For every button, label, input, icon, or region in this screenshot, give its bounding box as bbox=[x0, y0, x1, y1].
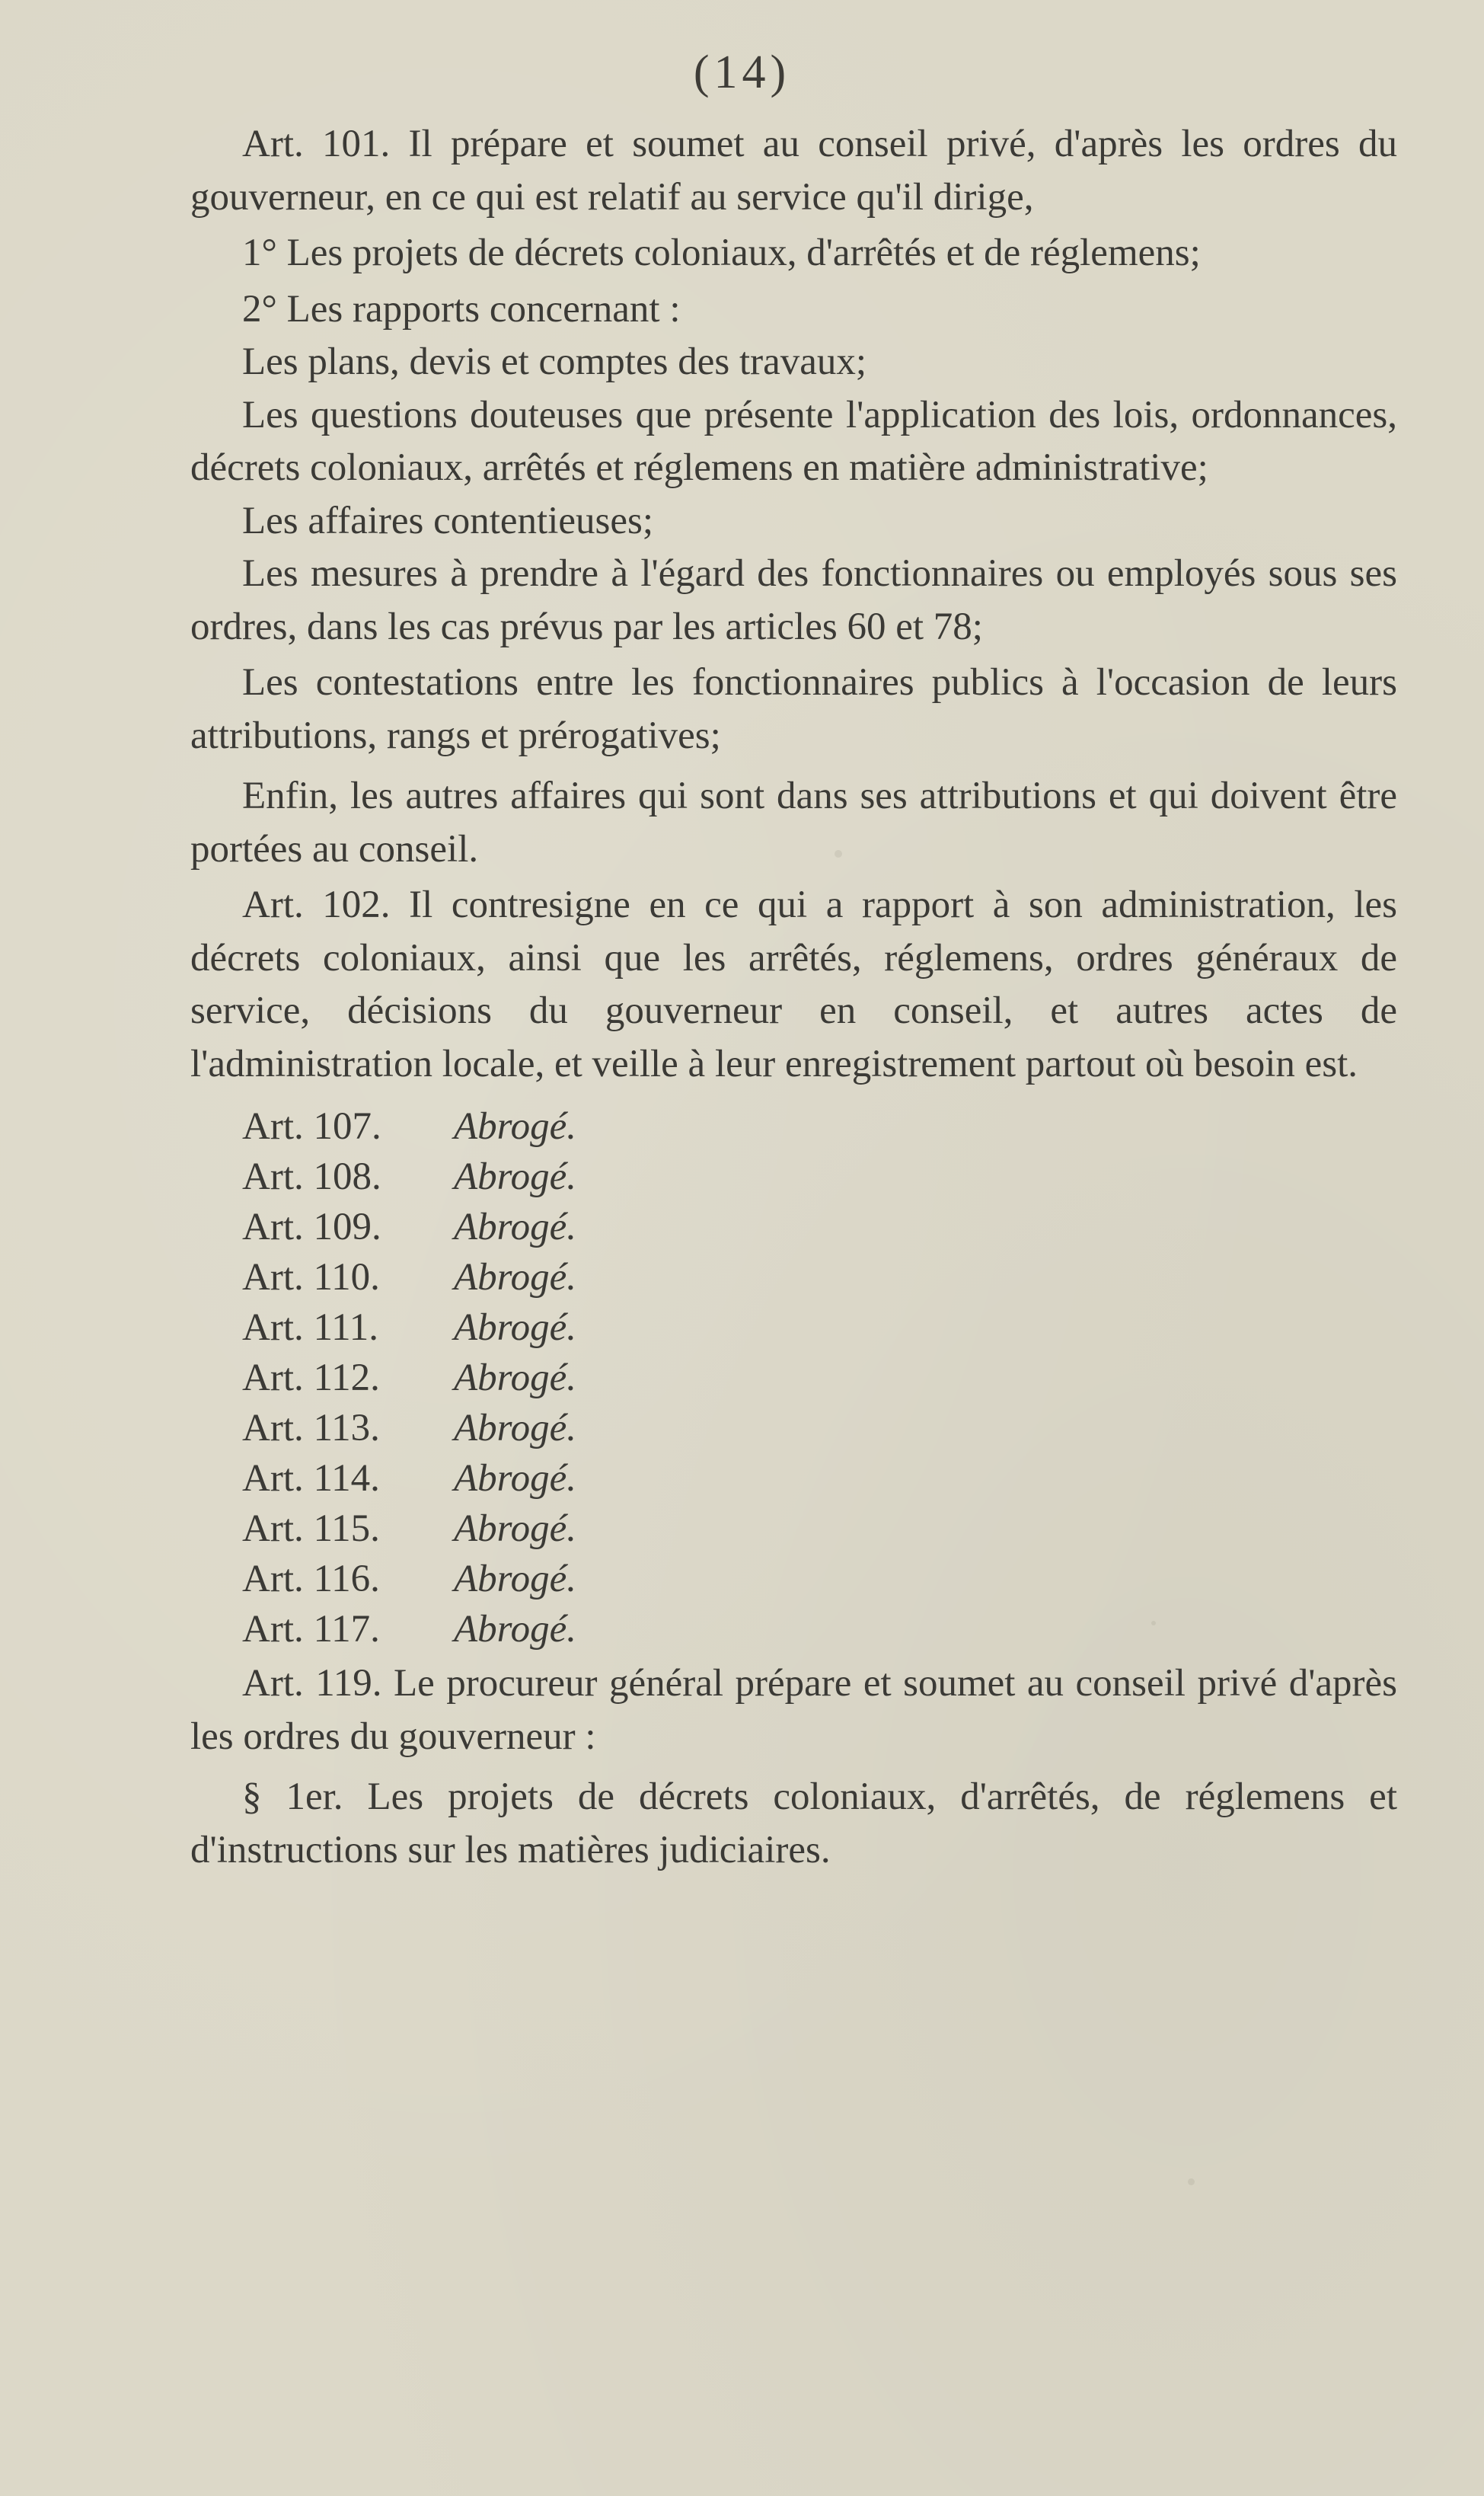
list-item bbox=[190, 1101, 1397, 1152]
paragraph-art-119: Art. 119. Le procureur général prépare et soumet au conseil privé d'après les ordres du gouverneur : bbox=[190, 1662, 1397, 1758]
page-body bbox=[190, 118, 1397, 1877]
ink-speck bbox=[1188, 2178, 1195, 2185]
list-item bbox=[190, 1152, 1397, 1202]
article-ref: Art. 112. bbox=[242, 1357, 380, 1399]
list-item bbox=[190, 1302, 1397, 1353]
article-ref: Art. 114. bbox=[242, 1457, 380, 1500]
article-status: Abrogé. bbox=[454, 1155, 576, 1198]
article-status: Abrogé. bbox=[454, 1507, 576, 1550]
paragraph-mesures: Les mesures à prendre à l'égard des fonctionnaires ou employés sous ses ordres, dans les cas prévus par les articles 60 et 78; bbox=[190, 552, 1397, 648]
article-status: Abrogé. bbox=[454, 1105, 576, 1148]
article-status: Abrogé. bbox=[454, 1256, 576, 1299]
list-item bbox=[190, 1202, 1397, 1252]
article-ref: Art. 116. bbox=[242, 1558, 380, 1600]
article-status: Abrogé. bbox=[454, 1558, 576, 1600]
article-ref: Art. 113. bbox=[242, 1407, 380, 1449]
article-status: Abrogé. bbox=[454, 1206, 576, 1248]
article-ref: Art. 108. bbox=[242, 1155, 381, 1198]
paragraph-affaires: Les affaires contentieuses; bbox=[242, 499, 654, 542]
list-item bbox=[190, 1604, 1397, 1654]
list-item bbox=[190, 1554, 1397, 1604]
page-number: (14) bbox=[693, 46, 791, 98]
paragraph-item-2: 2° Les rapports concernant : bbox=[242, 287, 681, 331]
article-ref: Art. 110. bbox=[242, 1256, 380, 1299]
article-status: Abrogé. bbox=[454, 1608, 576, 1651]
list-item bbox=[190, 1353, 1397, 1403]
article-ref: Art. 109. bbox=[242, 1206, 381, 1248]
paragraph-item-1: 1° Les projets de décrets coloniaux, d'arrêtés et de réglemens; bbox=[242, 232, 1201, 274]
article-status: Abrogé. bbox=[454, 1357, 576, 1399]
article-ref: Art. 115. bbox=[242, 1507, 380, 1550]
article-status: Abrogé. bbox=[454, 1407, 576, 1449]
article-ref: Art. 117. bbox=[242, 1608, 380, 1651]
list-item bbox=[190, 1504, 1397, 1554]
paragraph-questions: Les questions douteuses que présente l'application des lois, ordonnances, décrets coloniaux, arrêtés et réglemens en matière administrative; bbox=[190, 393, 1397, 489]
list-item bbox=[190, 1403, 1397, 1453]
list-item bbox=[190, 1453, 1397, 1504]
list-item bbox=[190, 1252, 1397, 1302]
article-status: Abrogé. bbox=[454, 1457, 576, 1500]
paragraph-contestations: Les contestations entre les fonctionnaires publics à l'occasion de leurs attributions, rangs et prérogatives; bbox=[190, 661, 1397, 757]
paragraph-art-102: Art. 102. Il contresigne en ce qui a rapport à son administration, les décrets coloniaux, ainsi que les arrêtés, réglemens, ordres généraux de service, décisions du gouverneur en conseil, et autres actes de l'administration locale, et veille à leur enregistrement partout où besoin est. bbox=[190, 884, 1397, 1085]
paragraph-enfin: Enfin, les autres affaires qui sont dans ses attributions et qui doivent être portées au conseil. bbox=[190, 775, 1397, 871]
paragraph-section-1: § 1er. Les projets de décrets coloniaux, d'arrêtés, de réglemens et d'instructions sur les matières judiciaires. bbox=[190, 1775, 1397, 1871]
repealed-articles-list bbox=[190, 1101, 1397, 1654]
paragraph-plans: Les plans, devis et comptes des travaux; bbox=[242, 340, 867, 383]
paragraph-art-101: Art. 101. Il prépare et soumet au conseil privé, d'après les ordres du gouverneur, en ce qui est relatif au service qu'il dirige, bbox=[190, 123, 1397, 219]
article-status: Abrogé. bbox=[454, 1306, 576, 1349]
article-ref: Art. 111. bbox=[242, 1306, 378, 1349]
article-ref: Art. 107. bbox=[242, 1105, 381, 1148]
